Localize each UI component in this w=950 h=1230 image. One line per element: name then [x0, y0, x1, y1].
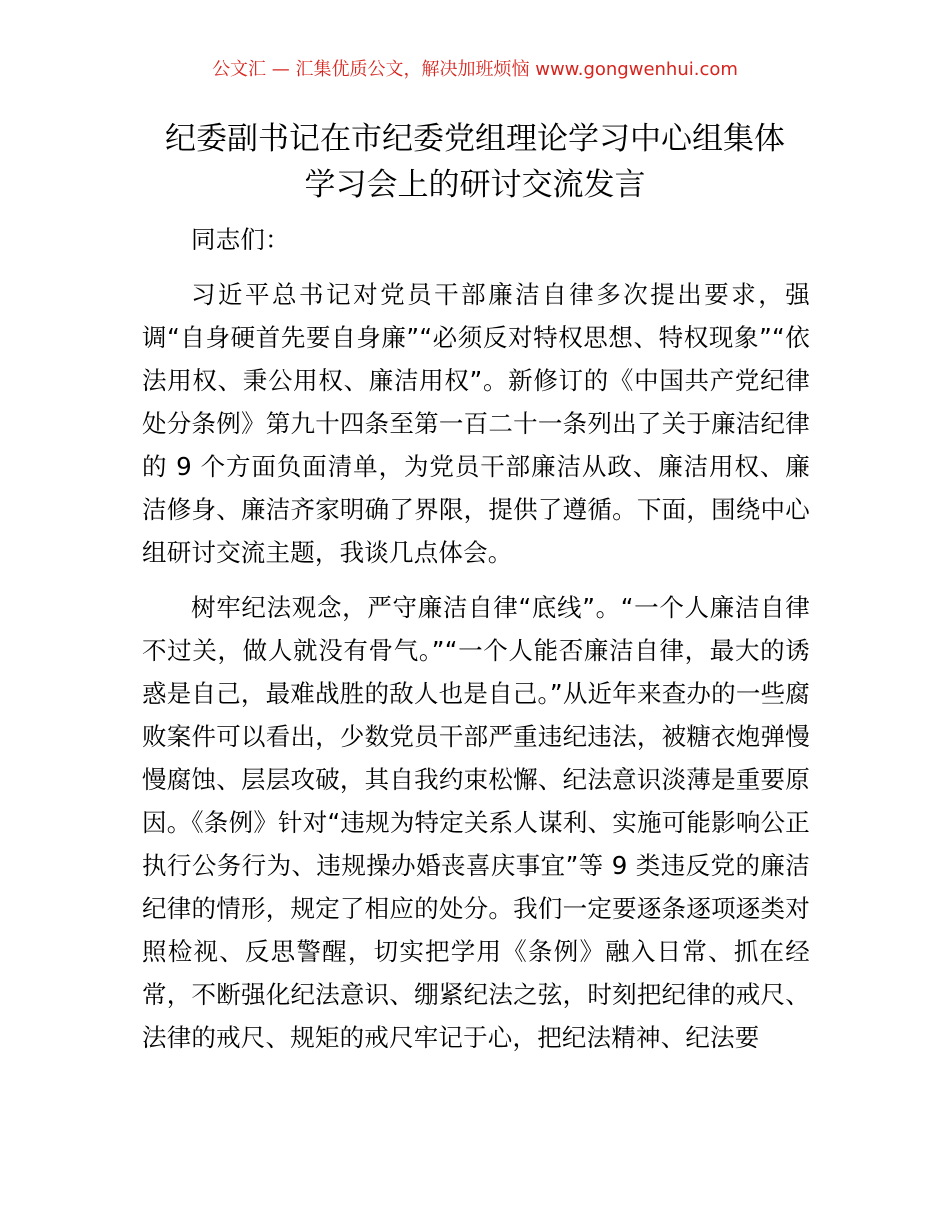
document-body: [142, 218, 810, 1059]
document-title: [120, 116, 830, 208]
title-line-2: 学习会上的研讨交流发言: [304, 167, 646, 203]
title-line-1: 纪委副书记在市纪委党组理论学习中心组集体: [165, 121, 785, 157]
site-header-banner: 公文汇 — 汇集优质公文，解决加班烦恼 www.gongwenhui.com: [212, 59, 738, 80]
salutation: 同志们：: [191, 225, 290, 254]
paragraph-1: 习近平总书记对党员干部廉洁自律多次提出要求，强调“自身硬首先要自身廉”“必须反对特权思想、特权现象”“依法用权、秉公用权、廉洁用权”。新修订的《中国共产党纪律处分条例》第九十四条至第一百二十一条列出了关于廉洁纪律的 9 个方面负面清单，为党员干部廉洁从政、廉洁用权、廉洁修身、廉洁齐家明确了界限，提供了遵循。下面，围绕中心组研讨交流主题，我谈几点体会。: [142, 280, 810, 567]
paragraph-2: 树牢纪法观念，严守廉洁自律“底线”。“一个人廉洁自律不过关，做人就没有骨气。”“一个人能否廉洁自律，最大的诱惑是自己，最难战胜的敌人也是自己。”从近年来查办的一些腐败案件可以看出，少数党员干部严重违纪违法，被糖衣炮弹慢慢腐蚀、层层攻破，其自我约束松懈、纪法意识淡薄是重要原因。《条例》针对“违规为特定关系人谋利、实施可能影响公正执行公务行为、违规操办婚丧喜庆事宜”等 9 类违反党的廉洁纪律的情形，规定了相应的处分。我们一定要逐条逐项逐类对照检视、反思警醒，切实把学用《条例》融入日常、抓在经常，不断强化纪法意识、绷紧纪法之弦，时刻把纪律的戒尺、法律的戒尺、规矩的戒尺牢记于心，把纪法精神、纪法要: [142, 593, 810, 1052]
